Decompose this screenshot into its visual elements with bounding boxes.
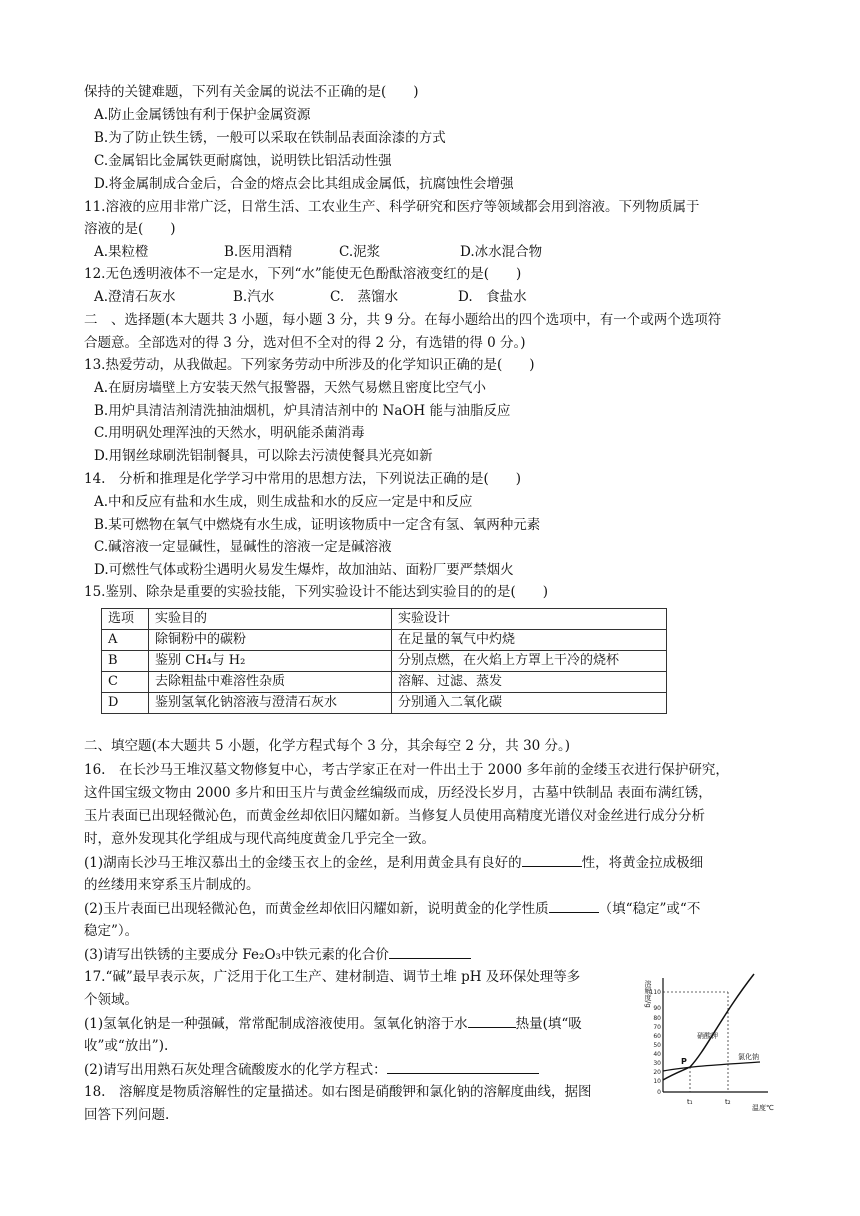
q14-stem: 14. 分析和推理是化学学习中常用的思想方法，下列说法正确的是( ) (84, 471, 522, 487)
table-header-cell: 实验目的 (149, 609, 392, 630)
table-header-cell: 选项 (102, 609, 149, 630)
q16-para-line2: 这件国宝级文物由 2000 多片和田玉片与黄金丝编级而成，历经没长岁月，古墓中铁制品 表面布满红锈， (84, 785, 712, 801)
q11-stem-line1: 11.溶液的应用非常广泛，日常生活、工农业生产、科学研究和医疗等领域都会用到溶液。下列物质属于 (84, 199, 700, 215)
q16-sub2-text-b: （填“稳定”或“不 (598, 901, 701, 917)
graph-xlabel: 温度℃ (752, 1104, 774, 1112)
y-tick-label: 70 (653, 1024, 661, 1031)
q16-sub1-line1 (84, 852, 703, 873)
q18-line2: 回答下列问题. (84, 1107, 170, 1123)
q16-sub3-answer-blank[interactable] (389, 944, 471, 959)
graph-curve-label-nacl: 氯化钠 (738, 1053, 759, 1061)
table-cell: D (102, 693, 149, 714)
x-tick-label: t₂ (725, 1098, 731, 1106)
x-tick-label: t₁ (687, 1098, 693, 1106)
graph-curve-nacl (663, 1062, 760, 1071)
table-cell: 鉴别 CH₄与 H₂ (149, 651, 392, 672)
y-tick-label: 10 (653, 1078, 661, 1085)
table-cell: A (102, 630, 149, 651)
graph-ylabel: 溶解度/g (644, 980, 652, 1008)
q16-para-line3: 玉片表面已出现轻微沁色，而黄金丝却依旧闪耀如新。当修复人员使用高精度光谱仪对金丝进行成分分析 (84, 808, 705, 824)
table-header-row (102, 609, 667, 630)
y-tick-label: 80 (653, 1015, 661, 1022)
y-tick-label: 40 (653, 1051, 661, 1058)
q14-option-c: C.碱溶液一定显碱性，显碱性的溶液一定是碱溶液 (94, 539, 392, 555)
q12-stem: 12.无色透明液体不一定是水，下列“水”能使无色酚酞溶液变红的是( ) (84, 266, 522, 282)
q12-option-d: D. 食盐水 (458, 289, 527, 305)
solubility-graph-svg (640, 970, 790, 1128)
y-tick-label: 0 (657, 1089, 661, 1096)
graph-curve-label-kno3: 硝酸钾 (697, 1032, 718, 1040)
q10-option-b: B.为了防止铁生锈，一般可以采取在铁制品表面涂漆的方式 (94, 130, 446, 146)
q13-option-d: D.用钢丝球刷洗铝制餐具，可以除去污渍使餐具光亮如新 (94, 448, 433, 464)
q10-stem-tail: 保持的关键难题，下列有关金属的说法不正确的是( ) (84, 84, 419, 100)
y-tick-label: 90 (653, 1005, 661, 1012)
q14-option-b: B.某可燃物在氧气中燃烧有水生成，证明该物质中一定含有氢、氧两种元素 (94, 517, 541, 533)
table-cell: 鉴别氢氧化钠溶液与澄清石灰水 (149, 693, 392, 714)
table-cell: 分别通入二氧化碳 (392, 693, 667, 714)
q13-option-b: B.用炉具清洁剂清洗抽油烟机，炉具清洁剂中的 NaOH 能与油脂反应 (94, 403, 511, 419)
table-row (102, 651, 667, 672)
q15-stem: 15.鉴别、除杂是重要的实验技能，下列实验设计不能达到实验目的的是( ) (84, 584, 549, 600)
section3-title: 二、填空题(本大题共 5 小题，化学方程式每个 3 分，其余每空 2 分，共 30 分。) (84, 738, 571, 754)
q11-stem-line2: 溶液的是( ) (84, 221, 176, 237)
graph-point-label: P (681, 1057, 687, 1066)
q17-sub2 (84, 1059, 539, 1080)
q16-sub2-line2: 稳定”）。 (84, 923, 139, 939)
q11-option-c: C.泥浆 (339, 244, 381, 260)
q16-sub2-line1 (84, 898, 700, 919)
q14-option-a: A.中和反应有盐和水生成，则生成盐和水的反应一定是中和反应 (94, 494, 473, 510)
q12-option-a: A.澄清石灰水 (94, 289, 176, 305)
table-cell: 除铜粉中的碳粉 (149, 630, 392, 651)
table-header-cell: 实验设计 (392, 609, 667, 630)
q16-sub2-answer-blank[interactable] (549, 898, 599, 913)
q16-sub1-text-b: 性，将黄金拉成极细 (581, 855, 704, 871)
q10-option-d: D.将金属制成合金后，合金的熔点会比其组成金属低，抗腐蚀性会增强 (94, 176, 514, 192)
table-cell: C (102, 672, 149, 693)
q16-para-line1: 16. 在长沙马王堆汉墓文物修复中心，考古学家正在对一件出土于 2000 多年前的金缕玉衣进行保护研究， (84, 762, 729, 778)
q13-stem: 13.热爱劳动，从我做起。下列家务劳动中所涉及的化学知识正确的是( ) (84, 357, 535, 373)
table-cell: 分别点燃，在火焰上方罩上干冷的烧杯 (392, 651, 667, 672)
table-row (102, 672, 667, 693)
table-row (102, 630, 667, 651)
q18-line1: 18. 溶解度是物质溶解性的定量描述。如右图是硝酸钾和氯化钠的溶解度曲线，据图 (84, 1084, 592, 1100)
q17-sub1-answer-blank[interactable] (468, 1013, 516, 1028)
q17-sub1-line1 (84, 1013, 582, 1034)
table-cell: 去除粗盐中难溶性杂质 (149, 672, 392, 693)
section2-line1: 二 、选择题(本大题共 3 小题，每小题 3 分，共 9 分。在每小题给出的四个选项中，有一个或两个选项符 (84, 312, 722, 328)
q17-sub2-text: (2)请写出用熟石灰处理含硫酸废水的化学方程式： (84, 1062, 387, 1078)
q10-option-c: C.金属铝比金属铁更耐腐蚀，说明铁比铝活动性强 (94, 153, 392, 169)
solubility-graph (640, 970, 790, 1128)
q12-option-b: B.汽水 (233, 289, 275, 305)
q17-line1: 17.“碱”最早表示灰，广泛用于化工生产、建材制造、调节土堆 pH 及环保处理等多 (84, 969, 581, 985)
q17-line2: 个领域。 (84, 992, 138, 1008)
q16-sub1-answer-blank[interactable] (522, 852, 582, 867)
y-tick-label: 110 (649, 989, 661, 996)
q17-sub1-text-b: 热量(填“吸 (515, 1016, 582, 1032)
q11-option-d: D.冰水混合物 (460, 244, 543, 260)
table-cell: 溶解、过滤、蒸发 (392, 672, 667, 693)
y-tick-label: 20 (653, 1069, 661, 1076)
q17-sub1-text-a: (1)氢氧化钠是一种强碱，常常配制成溶液使用。氢氧化钠溶于水 (84, 1016, 468, 1032)
y-tick-label: 30 (653, 1060, 661, 1067)
q17-sub1-line2: 收”或“放出”). (84, 1038, 169, 1054)
table-cell: 在足量的氧气中灼烧 (392, 630, 667, 651)
q16-para-line4: 时，意外发现其化学组成与现代高纯度黄金几乎完全一致。 (84, 831, 435, 847)
q12-option-c: C. 蒸馏水 (330, 289, 399, 305)
q11-option-a: A.果粒橙 (94, 244, 149, 260)
q16-sub3 (84, 944, 471, 965)
q16-sub1-text-a: (1)湖南长沙马王堆汉慕出土的金缕玉衣上的金丝，是利用黄金具有良好的 (84, 855, 522, 871)
section2-line2: 合题意。全部选对的得 3 分，选对但不全对的得 2 分，有选错的得 0 分。) (84, 335, 526, 351)
q16-sub2-text-a: (2)玉片表面已出现轻微沁色，而黄金丝却依旧闪耀如新，说明黄金的化学性质 (84, 901, 549, 917)
q16-sub1-line2: 的丝缕用来穿系玉片制成的。 (84, 877, 260, 893)
table-row (102, 693, 667, 714)
q13-option-a: A.在厨房墙壁上方安装天然气报警器，天然气易燃且密度比空气小 (94, 380, 487, 396)
q14-option-d: D.可燃性气体或粉尘遇明火易发生爆炸，故加油站、面粉厂要严禁烟火 (94, 562, 514, 578)
q11-option-b: B.医用酒精 (224, 244, 293, 260)
table-cell: B (102, 651, 149, 672)
q13-option-c: C.用明矾处理浑浊的天然水，明矾能杀菌消毒 (94, 425, 365, 441)
y-tick-label: 60 (653, 1033, 661, 1040)
q16-sub3-text: (3)请写出铁锈的主要成分 Fe₂O₃中铁元素的化合价 (84, 947, 389, 963)
graph-curve-kno3 (663, 974, 754, 1080)
q10-option-a: A.防止金属锈蚀有利于保护金属资源 (94, 107, 311, 123)
y-tick-label: 50 (653, 1042, 661, 1049)
q15-table (101, 608, 667, 714)
q17-sub2-answer-blank[interactable] (387, 1059, 539, 1074)
